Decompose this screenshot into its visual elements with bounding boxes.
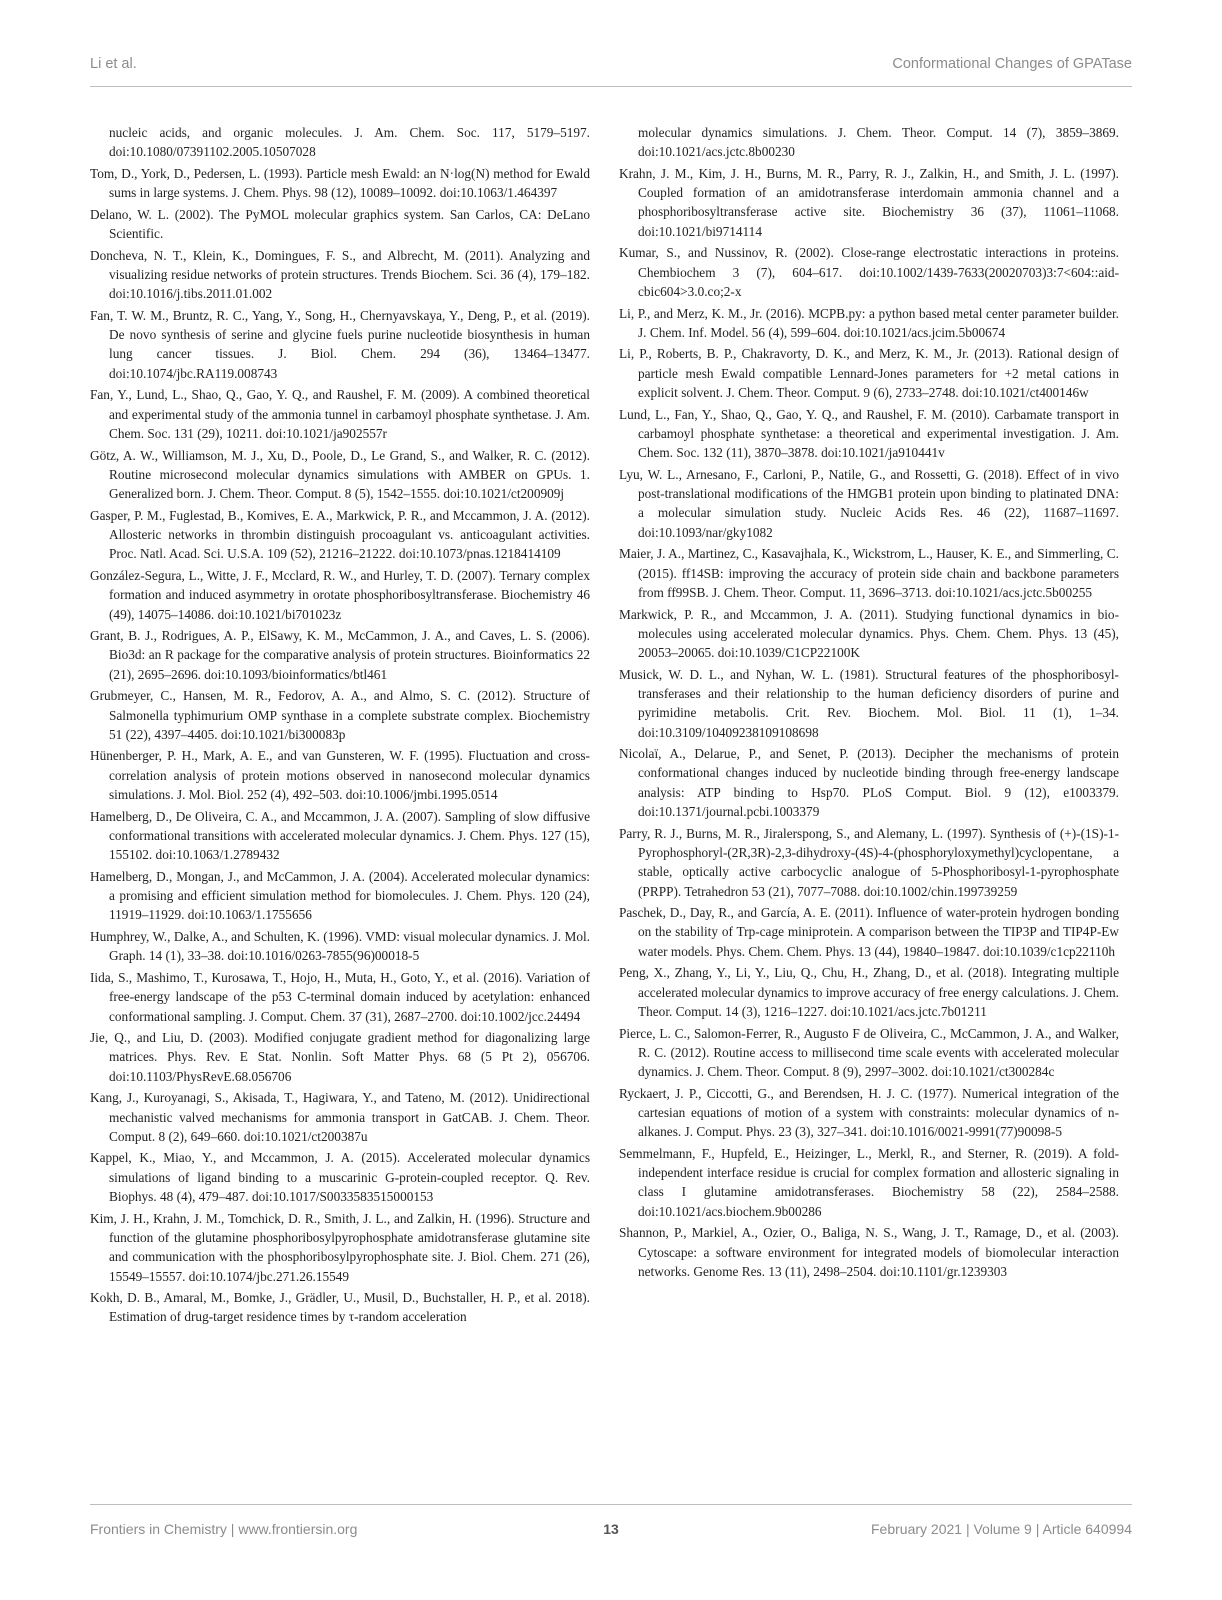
reference-entry: Hamelberg, D., Mongan, J., and McCammon, J. A. (2004). Accelerated molecular dynamics: a promising and efficient simulation method for biomolecules. J. Chem. Phys. 120 (24), 11919–11929. doi:10.1063/1.1755656 xyxy=(90,868,590,923)
reference-entry: Parry, R. J., Burns, M. R., Jiralerspong, S., and Alemany, L. (1997). Synthesis of (+)-(1S)-1-Pyrophosphoryl-(2R,3R)-2,3-dihydroxy-(4S)-4-(phosphoryloxymethyl)cyclopentane, a stable, optically active carbocyclic analogue of 5-Phosphoribosyl-1-pyrophosphate (PRPP). Tetrahedron 53 (21), 7077–7088. doi:10.1002/chin.199739259 xyxy=(619,825,1119,899)
references-column-right xyxy=(619,123,1119,1284)
reference-entry: Li, P., Roberts, B. P., Chakravorty, D. K., and Merz, K. M., Jr. (2013). Rational design of particle mesh Ewald compatible Lennard-Jones parameters for +2 metal cations in explicit solvent. J. Chem. Theor. Comput. 9 (6), 2733–2748. doi:10.1021/ct400146w xyxy=(619,346,1119,401)
reference-entry: Hünenberger, P. H., Mark, A. E., and van Gunsteren, W. F. (1995). Fluctuation and cross-correlation analysis of protein motions observed in nanosecond molecular dynamics simulations. J. Mol. Biol. 252 (4), 492–503. doi:10.1006/jmbi.1995.0514 xyxy=(90,748,590,803)
footer-divider xyxy=(90,1504,1132,1505)
reference-entry: Fan, T. W. M., Bruntz, R. C., Yang, Y., Song, H., Chernyavskaya, Y., Deng, P., et al. (2019). De novo synthesis of serine and glycine fuels purine nucleotide biosynthesis in human lung cancer tissues. J. Biol. Chem. 294 (36), 13464–13477. doi:10.1074/jbc.RA119.008743 xyxy=(90,307,590,381)
footer-journal-link[interactable]: Frontiers in Chemistry | www.frontiersin.org xyxy=(90,1521,358,1537)
reference-entry: Lyu, W. L., Arnesano, F., Carloni, P., Natile, G., and Rossetti, G. (2018). Effect of in vivo post-translational modifications of the HMGB1 protein upon binding to platinated DNA: a molecular simulation study. Nucleic Acids Res. 46 (22), 11687–11697. doi:10.1093/nar/gky1082 xyxy=(619,466,1119,540)
reference-entry: molecular dynamics simulations. J. Chem. Theor. Comput. 14 (7), 3859–3869. doi:10.1021/acs.jctc.8b00230 xyxy=(638,125,1119,160)
reference-entry: Musick, W. D. L., and Nyhan, W. L. (1981). Structural features of the phosphoribosyl-transferases and their relationship to the human deficiency disorders of purine and pyrimidine metabolis. Crit. Rev. Biochem. Mol. Biol. 11 (1), 1–34. doi:10.3109/10409238109108698 xyxy=(619,666,1119,740)
footer-issue-info: February 2021 | Volume 9 | Article 640994 xyxy=(871,1521,1132,1537)
reference-entry: Semmelmann, F., Hupfeld, E., Heizinger, L., Merkl, R., and Sterner, R. (2019). A fold-independent interface residue is crucial for complex formation and allosteric signaling in class I glutamine amidotransferases. Biochemistry 58 (22), 2584–2588. doi:10.1021/acs.biochem.9b00286 xyxy=(619,1145,1119,1219)
reference-entry: Kappel, K., Miao, Y., and Mccammon, J. A. (2015). Accelerated molecular dynamics simulations of ligand binding to a muscarinic G-protein-coupled receptor. Q. Rev. Biophys. 48 (4), 479–487. doi:10.1017/S0033583515000153 xyxy=(90,1150,590,1205)
reference-entry: Paschek, D., Day, R., and García, A. E. (2011). Influence of water-protein hydrogen bonding on the stability of Trp-cage miniprotein. A comparison between the TIP3P and TIP4P-Ew water models. Phys. Chem. Chem. Phys. 13 (44), 19840–19847. doi:10.1039/c1cp22110h xyxy=(619,905,1119,959)
reference-entry: Shannon, P., Markiel, A., Ozier, O., Baliga, N. S., Wang, J. T., Ramage, D., et al. (2003). Cytoscape: a software environment for integrated models of biomolecular interaction networks. Genome Res. 13 (11), 2498–2504. doi:10.1101/gr.1239303 xyxy=(619,1225,1119,1279)
reference-entry: Maier, J. A., Martinez, C., Kasavajhala, K., Wickstrom, L., Hauser, K. E., and Simmerling, C. (2015). ff14SB: improving the accuracy of protein side chain and backbone parameters from ff99SB. J. Chem. Theor. Comput. 11, 3696–3713. doi:10.1021/acs.jctc.5b00255 xyxy=(619,546,1119,600)
reference-entry: Kokh, D. B., Amaral, M., Bomke, J., Grädler, U., Musil, D., Buchstaller, H. P., et al. 2018). Estimation of drug-target residence times by τ-random acceleration xyxy=(90,1290,590,1325)
reference-entry: Delano, W. L. (2002). The PyMOL molecular graphics system. San Carlos, CA: DeLano Scientific. xyxy=(90,206,590,242)
header-divider xyxy=(90,86,1132,87)
reference-entry: Kumar, S., and Nussinov, R. (2002). Close-range electrostatic interactions in proteins. Chembiochem 3 (7), 604–617. doi:10.1002/1439-7633(20020703)3:7<604::aid-cbic604>3.0.co;2-x xyxy=(619,245,1119,299)
reference-entry: Humphrey, W., Dalke, A., and Schulten, K. (1996). VMD: visual molecular dynamics. J. Mol. Graph. 14 (1), 33–38. doi:10.1016/0263-7855(96)00018-5 xyxy=(90,929,590,964)
reference-entry: Jie, Q., and Liu, D. (2003). Modified conjugate gradient method for diagonalizing large matrices. Phys. Rev. E Stat. Nonlin. Soft Matter Phys. 68 (5 Pt 2), 056706. doi:10.1103/PhysRevE.68.056706 xyxy=(90,1030,590,1084)
reference-entry: Fan, Y., Lund, L., Shao, Q., Gao, Y. Q., and Raushel, F. M. (2009). A combined theoretical and experimental study of the ammonia tunnel in carbamoyl phosphate synthetase. J. Am. Chem. Soc. 131 (29), 10211. doi:10.1021/ja902557r xyxy=(90,387,590,441)
reference-entry: Götz, A. W., Williamson, M. J., Xu, D., Poole, D., Le Grand, S., and Walker, R. C. (2012). Routine microsecond molecular dynamics simulations with AMBER on GPUs. 1. Generalized born. J. Chem. Theor. Comput. 8 (5), 1542–1555. doi:10.1021/ct200909j xyxy=(90,447,590,502)
page-number: 13 xyxy=(603,1521,619,1537)
reference-entry: Markwick, P. R., and Mccammon, J. A. (2011). Studying functional dynamics in bio-molecules using accelerated molecular dynamics. Phys. Chem. Chem. Phys. 13 (45), 20053–20065. doi:10.1039/C1CP22100K xyxy=(619,606,1119,661)
reference-entry: Pierce, L. C., Salomon-Ferrer, R., Augusto F de Oliveira, C., McCammon, J. A., and Walker, R. C. (2012). Routine access to millisecond time scale events with accelerated molecular dynamics. J. Chem. Theor. Comput. 8 (9), 2997–3002. doi:10.1021/ct300284c xyxy=(619,1025,1119,1080)
reference-entry: Tom, D., York, D., Pedersen, L. (1993). Particle mesh Ewald: an N·log(N) method for Ewald sums in large systems. J. Chem. Phys. 98 (12), 10089–10092. doi:10.1063/1.464397 xyxy=(90,165,590,201)
page-footer xyxy=(90,1519,1132,1543)
reference-entry: Lund, L., Fan, Y., Shao, Q., Gao, Y. Q., and Raushel, F. M. (2010). Carbamate transport in carbamoyl phosphate synthetase: a theoretical and experimental investigation. J. Am. Chem. Soc. 132 (11), 3870–3878. doi:10.1021/ja910441v xyxy=(619,406,1119,461)
reference-entry: Nicolaï, A., Delarue, P., and Senet, P. (2013). Decipher the mechanisms of protein conformational changes induced by nucleotide binding through free-energy landscape analysis: ATP binding to Hsp70. PLoS Comput. Biol. 9 (12), e1003379. doi:10.1371/journal.pcbi.1003379 xyxy=(619,746,1119,820)
references-column-left xyxy=(90,123,590,1329)
reference-entry: Kang, J., Kuroyanagi, S., Akisada, T., Hagiwara, Y., and Tateno, M. (2012). Unidirectional mechanistic valved mechanisms for ammonia transport in GatCAB. J. Chem. Theor. Comput. 8 (2), 649–660. doi:10.1021/ct200387u xyxy=(90,1090,590,1144)
reference-entry: Ryckaert, J. P., Ciccotti, G., and Berendsen, H. J. C. (1977). Numerical integration of the cartesian equations of motion of a system with constraints: molecular dynamics of n-alkanes. J. Comput. Phys. 23 (3), 327–341. doi:10.1016/0021-9991(77)90098-5 xyxy=(619,1085,1119,1140)
reference-entry: Gasper, P. M., Fuglestad, B., Komives, E. A., Markwick, P. R., and Mccammon, J. A. (2012). Allosteric networks in thrombin distinguish procoagulant vs. anticoagulant activities. Proc. Natl. Acad. Sci. U.S.A. 109 (52), 21216–21222. doi:10.1073/pnas.1218414109 xyxy=(90,507,590,562)
reference-entry: Kim, J. H., Krahn, J. M., Tomchick, D. R., Smith, J. L., and Zalkin, H. (1996). Structure and function of the glutamine phosphoribosylpyrophosphate amidotransferase glutamine site and communication with the phosphoribosylpyrophosphate site. J. Biol. Chem. 271 (26), 15549–15557. doi:10.1074/jbc.271.26.15549 xyxy=(90,1210,590,1284)
running-header xyxy=(90,52,1132,78)
reference-entry: Iida, S., Mashimo, T., Kurosawa, T., Hojo, H., Muta, H., Goto, Y., et al. (2016). Variation of free-energy landscape of the p53 C-terminal domain induced by acetylation: enhanced conformational sampling. J. Comput. Chem. 37 (31), 2687–2700. doi:10.1002/jcc.24494 xyxy=(90,969,590,1024)
reference-entry: Peng, X., Zhang, Y., Li, Y., Liu, Q., Chu, H., Zhang, D., et al. (2018). Integrating multiple accelerated molecular dynamics to improve accuracy of free energy calculations. J. Chem. Theor. Comput. 14 (3), 1216–1227. doi:10.1021/acs.jctc.7b01211 xyxy=(619,965,1119,1019)
reference-entry: González-Segura, L., Witte, J. F., Mcclard, R. W., and Hurley, T. D. (2007). Ternary complex formation and induced asymmetry in orotate phosphoribosyltransferase. Biochemistry 46 (49), 14075–14086. doi:10.1021/bi701023z xyxy=(90,567,590,622)
running-header-authors: Li et al. xyxy=(90,56,137,72)
reference-entry: Hamelberg, D., De Oliveira, C. A., and Mccammon, J. A. (2007). Sampling of slow diffusive conformational transitions with accelerated molecular dynamics. J. Chem. Phys. 127 (15), 155102. doi:10.1063/1.2789432 xyxy=(90,808,590,863)
reference-entry: Krahn, J. M., Kim, J. H., Burns, M. R., Parry, R. J., Zalkin, H., and Smith, J. L. (1997). Coupled formation of an amidotransferase interdomain ammonia channel and a phosphoribosyltransferase active site. Biochemistry 36 (37), 11061–11068. doi:10.1021/bi9714114 xyxy=(619,165,1119,239)
running-header-title: Conformational Changes of GPATase xyxy=(892,56,1132,72)
reference-entry: Grubmeyer, C., Hansen, M. R., Fedorov, A. A., and Almo, S. C. (2012). Structure of Salmonella typhimurium OMP synthase in a complete substrate complex. Biochemistry 51 (22), 4397–4405. doi:10.1021/bi300083p xyxy=(90,688,590,742)
reference-entry: Doncheva, N. T., Klein, K., Domingues, F. S., and Albrecht, M. (2011). Analyzing and visualizing residue networks of protein structures. Trends Biochem. Sci. 36 (4), 179–182. doi:10.1016/j.tibs.2011.01.002 xyxy=(90,247,590,302)
reference-entry: Grant, B. J., Rodrigues, A. P., ElSawy, K. M., McCammon, J. A., and Caves, L. S. (2006). Bio3d: an R package for the comparative analysis of protein structures. Bioinformatics 22 (21), 2695–2696. doi:10.1093/bioinformatics/btl461 xyxy=(90,628,590,682)
reference-entry: Li, P., and Merz, K. M., Jr. (2016). MCPB.py: a python based metal center parameter builder. J. Chem. Inf. Model. 56 (4), 599–604. doi:10.1021/acs.jcim.5b00674 xyxy=(619,305,1119,340)
reference-entry: nucleic acids, and organic molecules. J. Am. Chem. Soc. 117, 5179–5197. doi:10.1080/07391102.2005.10507028 xyxy=(109,125,590,160)
